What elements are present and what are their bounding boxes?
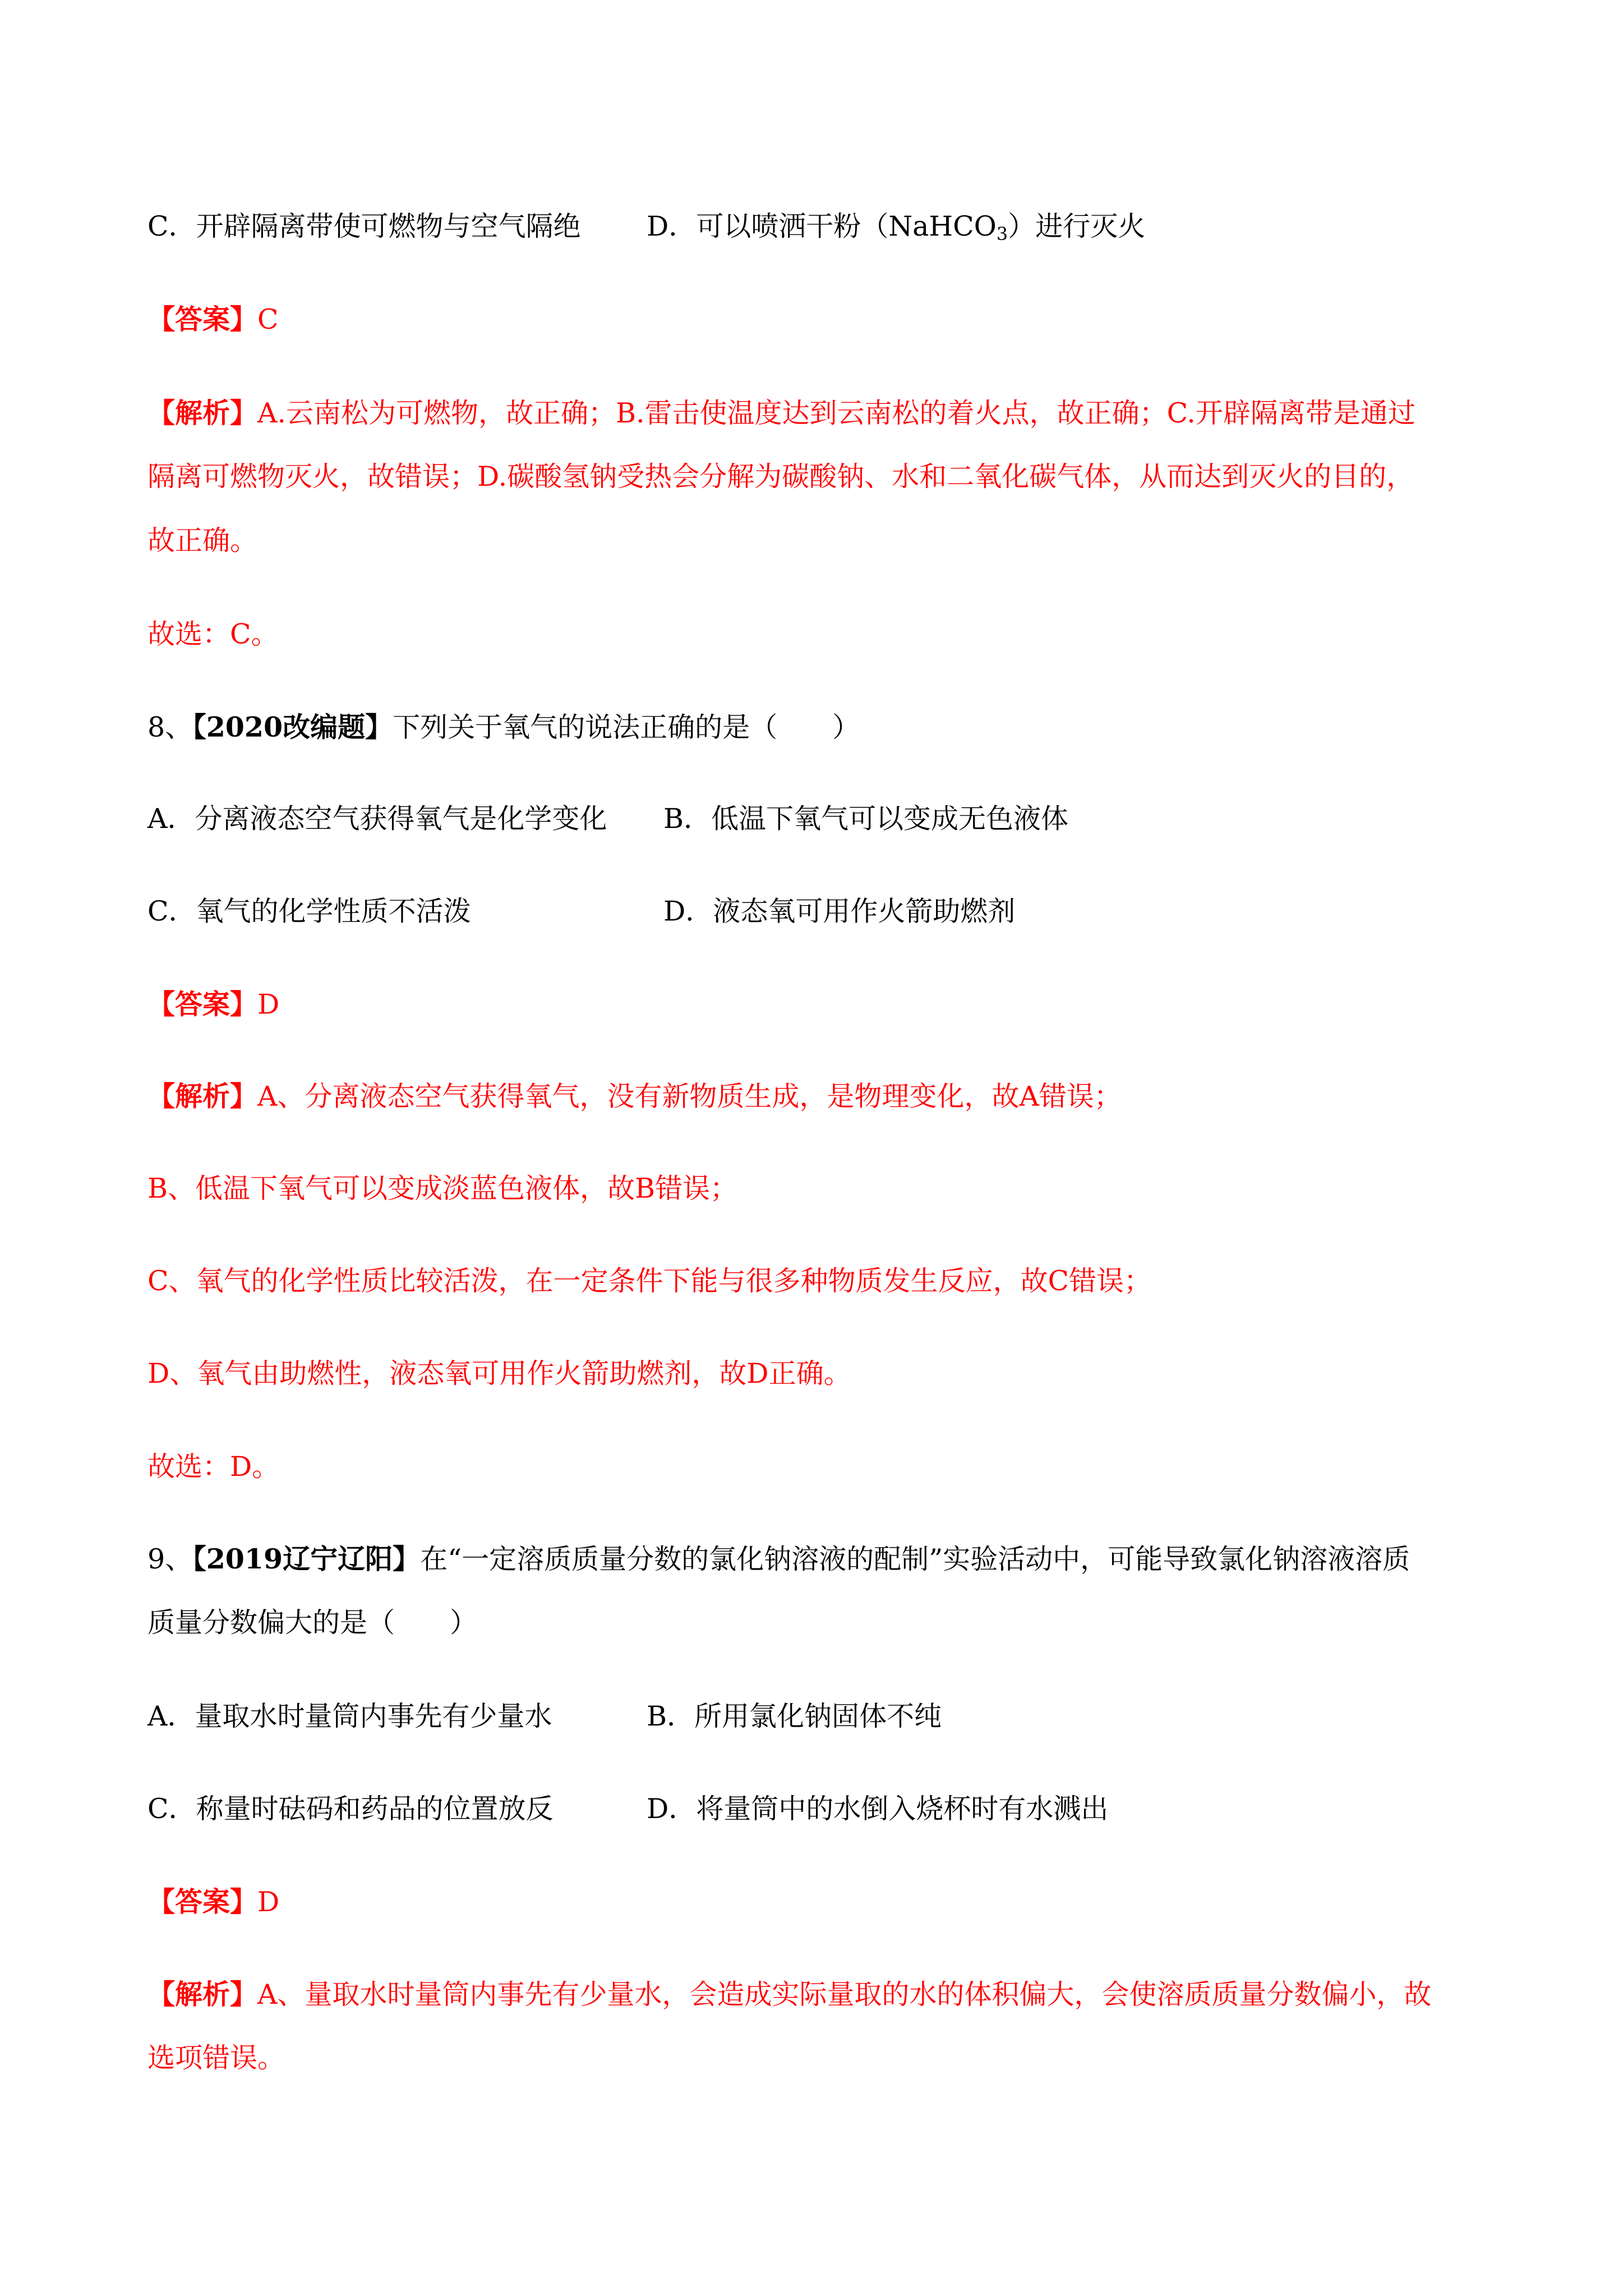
q9-answer (147, 1884, 279, 1920)
q7-analysis-line-3: 故正确。 (147, 524, 258, 556)
q7-options-cd (147, 209, 1146, 245)
q9-option-c: C．称量时砝码和药品的位置放反 (147, 1793, 554, 1825)
question-source-tag: 【2019辽宁辽阳】 (192, 1543, 421, 1575)
q9-stem-line-1 (147, 1542, 1410, 1577)
q8-options-cd (147, 894, 1016, 929)
q8-analysis-a: 【解析】A、分离液态空气获得氧气，没有新物质生成，是物理变化，故A错误； (147, 1080, 1122, 1112)
answer-value: D (257, 988, 280, 1020)
q7-option-d: D．可以喷洒干粉（NaHCO$_3$）进行灭火 (647, 210, 1146, 245)
answer-value: D (257, 1886, 280, 1918)
answer-tag: 【答案】 (147, 1885, 258, 1918)
question-number: 8、 (147, 711, 193, 743)
analysis-tag: 【解析】 (147, 397, 258, 429)
q9-stem-line-2: 质量分数偏大的是（ ） (147, 1607, 478, 1639)
q9-analysis-line-2: 选项错误。 (147, 2042, 285, 2074)
q8-option-a: A．分离液态空气获得氧气是化学变化 (147, 803, 607, 835)
q9-options-cd (147, 1792, 1109, 1826)
analysis-tag: 【解析】 (147, 1080, 258, 1112)
q8-answer (147, 987, 279, 1022)
answer-tag: 【答案】 (147, 988, 258, 1020)
question-text: 在“一定溶质质量分数的氯化钠溶液的配制”实验活动中，可能导致氯化钠溶液溶质 (420, 1543, 1410, 1575)
q8-choose: 故选：D。 (147, 1451, 280, 1483)
q7-analysis-line-2: 隔离可燃物灭火，故错误；D.碳酸氢钠受热会分解为碳酸钠、水和二氧化碳气体，从而达到灭火的目的， (147, 461, 1414, 493)
analysis-tag: 【解析】 (147, 1978, 258, 2010)
q9-option-a: A．量取水时量筒内事先有少量水 (147, 1700, 552, 1732)
q8-option-b: B．低温下氧气可以变成无色液体 (663, 803, 1069, 835)
q8-analysis-b: B、低温下氧气可以变成淡蓝色液体，故B错误； (147, 1172, 738, 1204)
q9-options-ab (147, 1699, 942, 1734)
answer-tag: 【答案】 (147, 303, 258, 335)
q8-analysis-d: D、氧气由助燃性，液态氧可用作火箭助燃剂，故D正确。 (147, 1358, 851, 1389)
question-text: 下列关于氧气的说法正确的是（ ） (393, 711, 860, 743)
q9-option-d: D．将量筒中的水倒入烧杯时有水溅出 (647, 1793, 1109, 1825)
answer-value: C (257, 303, 279, 335)
q8-stem (147, 710, 860, 745)
q8-analysis-c: C、氧气的化学性质比较活泼，在一定条件下能与很多种物质发生反应，故C错误； (147, 1265, 1151, 1297)
q7-analysis-line-1: 【解析】A.云南松为可燃物，故正确；B.雷击使温度达到云南松的着火点，故正确；C.开辟隔离带是通过 (147, 397, 1415, 429)
q7-choose: 故选：C。 (147, 618, 279, 650)
q9-analysis-line-1: 【解析】A、量取水时量筒内事先有少量水，会造成实际量取的水的体积偏大，会使溶质质量分数偏小，故 (147, 1978, 1432, 2010)
q7-answer (147, 302, 279, 337)
q9-option-b: B．所用氯化钠固体不纯 (647, 1700, 942, 1732)
q8-options-ab (147, 802, 1069, 836)
question-number: 9、 (147, 1543, 193, 1575)
q8-option-c: C．氧气的化学性质不活泼 (147, 895, 471, 927)
q8-option-d: D．液态氧可用作火箭助燃剂 (663, 895, 1016, 927)
question-source-tag: 【2020改编题】 (192, 711, 393, 743)
q7-option-c: C．开辟隔离带使可燃物与空气隔绝 (147, 210, 581, 242)
